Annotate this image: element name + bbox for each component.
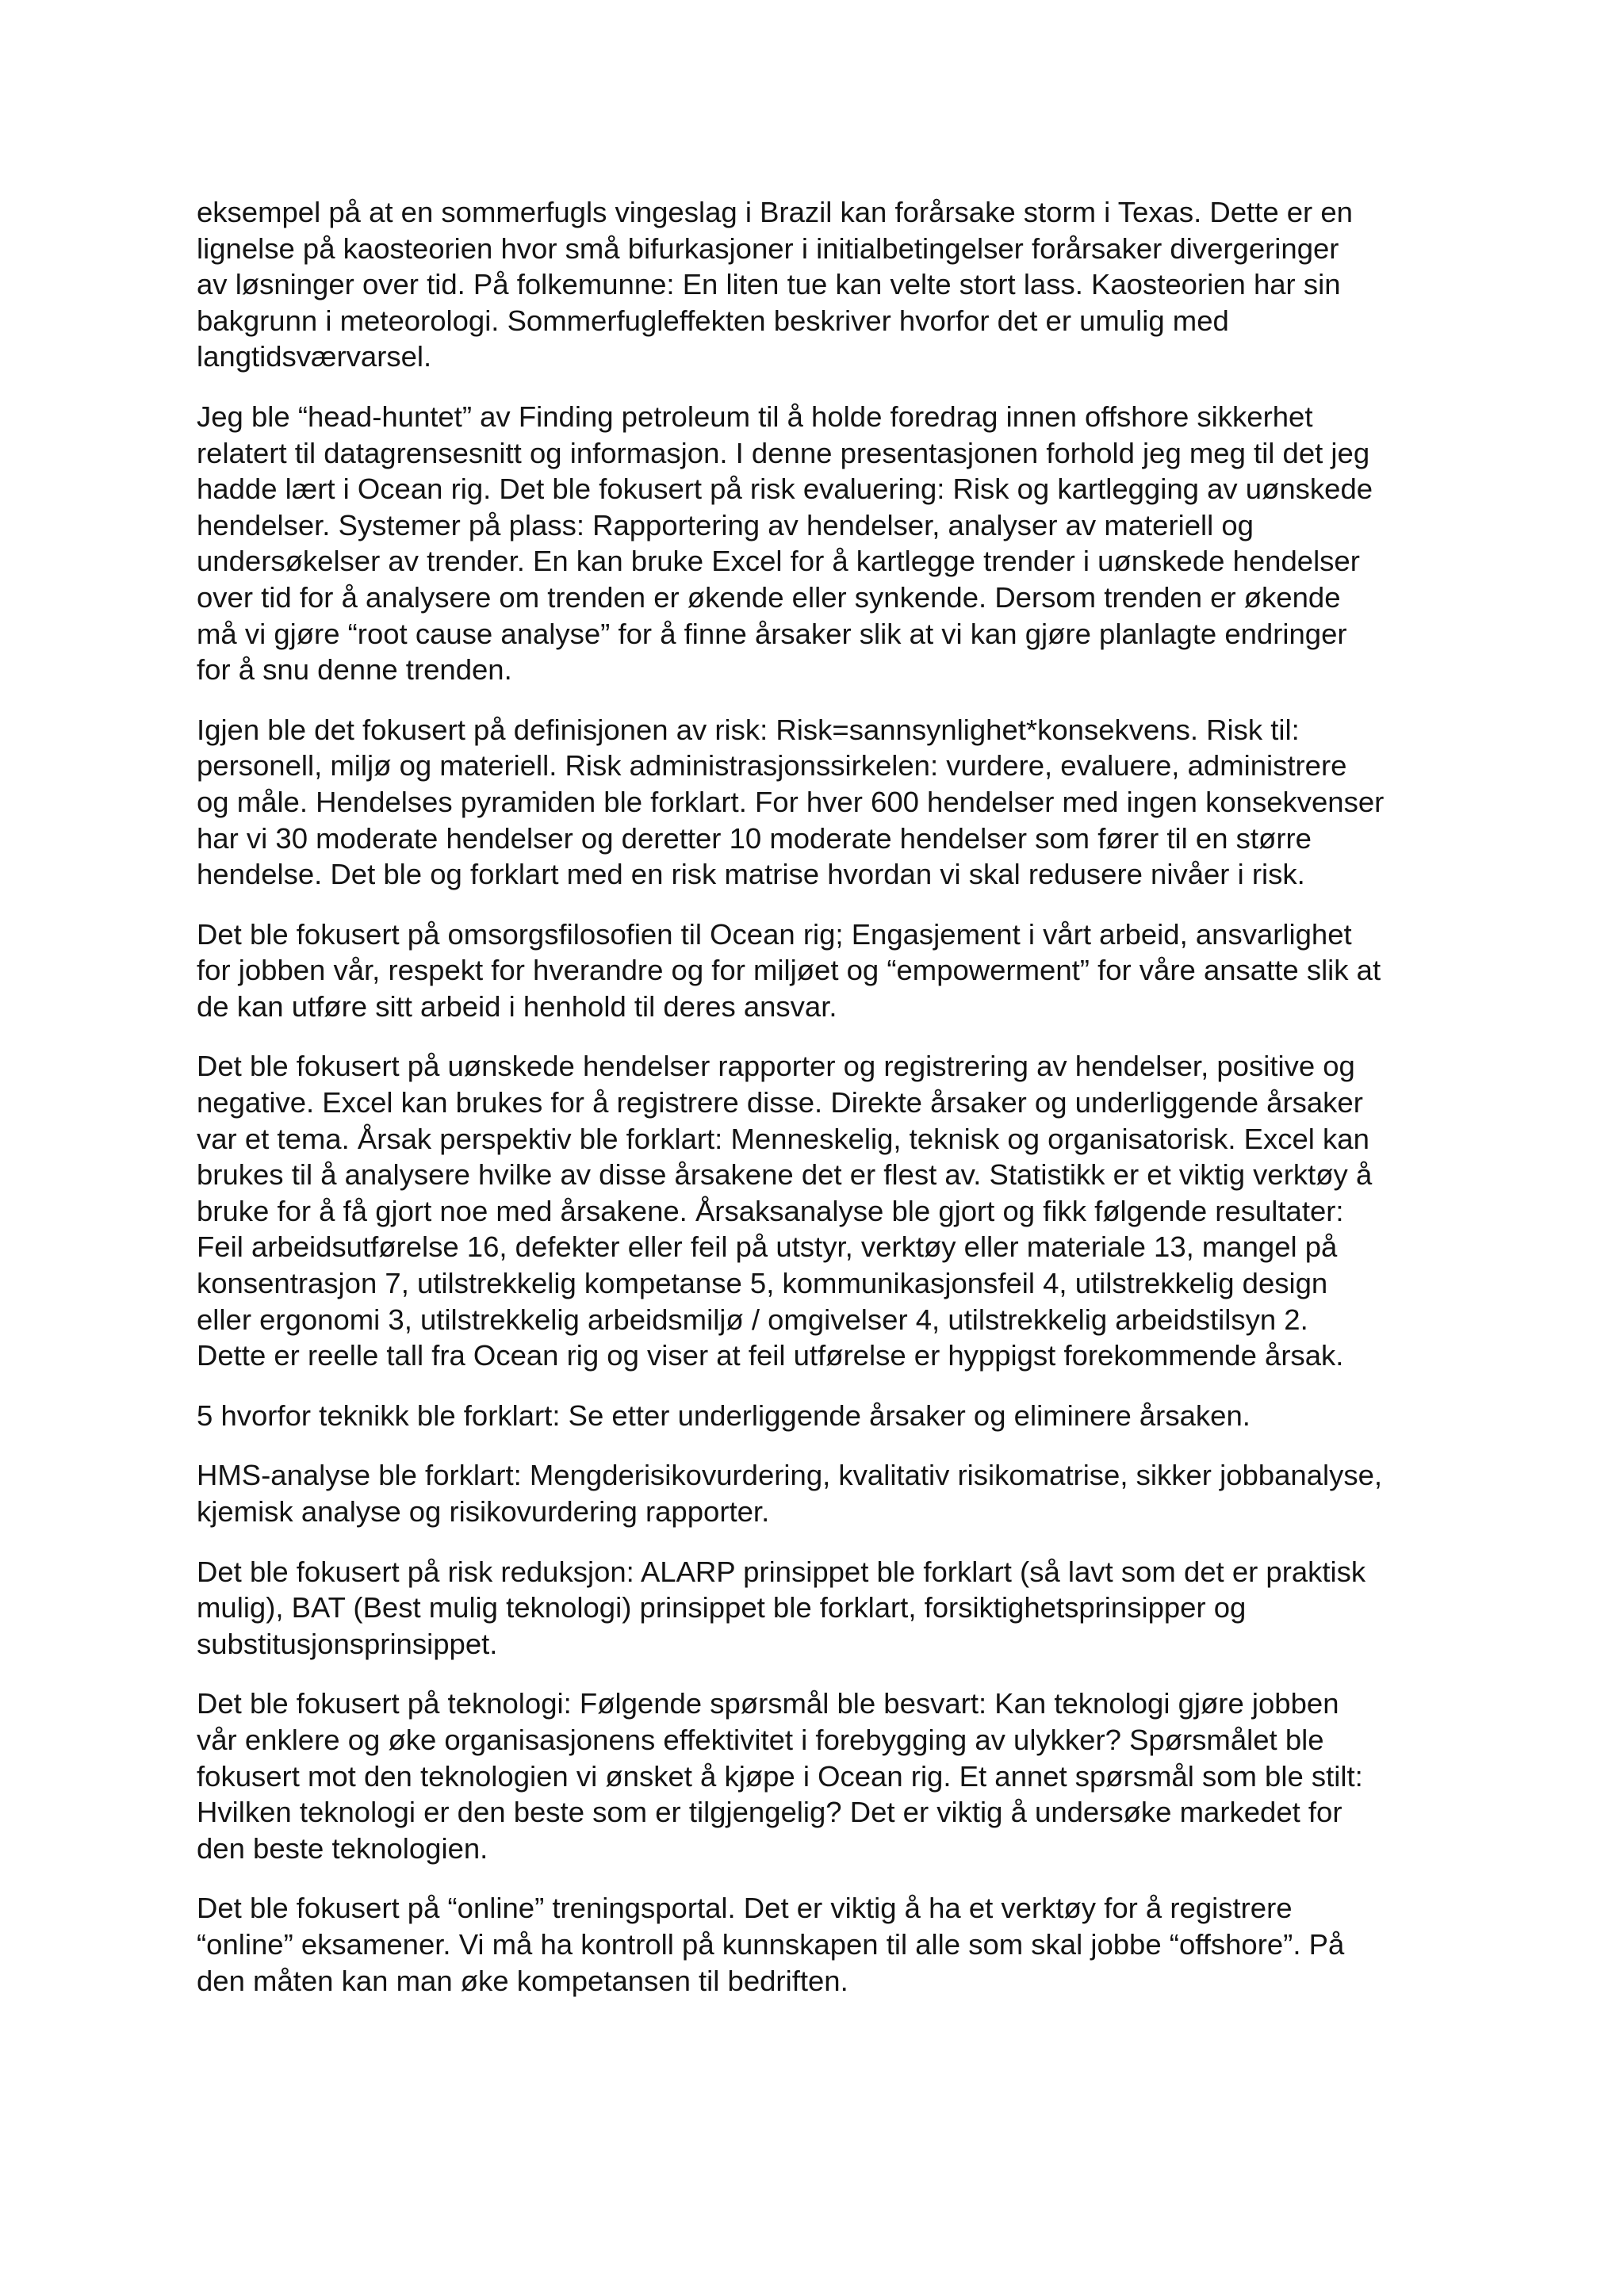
paragraph-five-whys: 5 hvorfor teknikk ble forklart: Se etter underliggende årsaker og eliminere årsaken. <box>197 1399 1251 1432</box>
paragraph-finding-petroleum: Jeg ble “head-huntet” av Finding petroleum til å holde foredrag innen offshore sikkerhet relatert til datagrensesnitt og informasjon. I denne presentasjonen forhold jeg meg til det jeg hadde lært i Ocean rig. Det ble fokusert på risk evaluering: Risk og kartlegging av uønskede hendelser. Systemer på plass: Rapportering av hendelser, analyser av materiell og undersøkelser av trender. En kan bruke Excel for å kartlegge trender i uønskede hendelser over tid for å analysere om trenden er økende eller synkende. Dersom trenden er økende må vi gjøre “root cause analyse” for å finne årsaker slik at vi kan gjøre planlagte endringer for å snu denne trenden. <box>197 400 1373 687</box>
paragraph-care-philosophy: Det ble fokusert på omsorgsfilosofien til Ocean rig; Engasjement i vårt arbeid, ansvarlighet for jobben vår, respekt for hverandre og for miljøet og “empowerment” for våre ansatte slik at de kan utføre sitt arbeid i henhold til deres ansvar. <box>197 917 1381 1023</box>
paragraph-risk-reduction: Det ble fokusert på risk reduksjon: ALARP prinsippet ble forklart (så lavt som det er praktisk mulig), BAT (Best mulig teknologi) prinsippet ble forklart, forsiktighetsprinsipper og substitusjonsprinsippet. <box>197 1555 1366 1660</box>
paragraph-online-training: Det ble fokusert på “online” treningsportal. Det er viktig å ha et verktøy for å registrere “online” eksamener. Vi må ha kontroll på kunnskapen til alle som skal jobbe “offshore”. På den måten kan man øke kompetansen til bedriften. <box>197 1892 1345 1997</box>
paragraph-incident-reporting: Det ble fokusert på uønskede hendelser rapporter og registrering av hendelser, positive og negative. Excel kan brukes for å registrere disse. Direkte årsaker og underliggende årsaker var et tema. Årsak perspektiv ble forklart: Menneskelig, teknisk og organisatorisk. Excel kan brukes til å analysere hvilke av disse årsakene det er flest av. Statistikk er et viktig verktøy å bruke for å få gjort noe med årsakene. Årsaksanalyse ble gjort og fikk følgende resultater: Feil arbeidsutførelse 16, defekter eller feil på utstyr, verktøy eller materiale 13, mangel på konsentrasjon 7, utilstrekkelig kompetanse 5, kommunikasjonsfeil 4, utilstrekkelig design eller ergonomi 3, utilstrekkelig arbeidsmiljø / omgivelser 4, utilstrekkelig arbeidstilsyn 2. Dette er reelle tall fra Ocean rig og viser at feil utførelse er hyppigst forekommende årsak. <box>197 1050 1373 1372</box>
document-body <box>197 194 1450 2022</box>
paragraph-risk-definition: Igjen ble det fokusert på definisjonen av risk: Risk=sannsynlighet*konsekvens. Risk til: personell, miljø og materiell. Risk administrasjonssirkelen: vurdere, evaluere, administrere og måle. Hendelses pyramiden ble forklart. For hver 600 hendelser med ingen konsekvenser har vi 30 moderate hendelser og deretter 10 moderate hendelser som fører til en større hendelse. Det ble og forklart med en risk matrise hvordan vi skal redusere nivåer i risk. <box>197 713 1385 891</box>
paragraph-butterfly-effect: eksempel på at en sommerfugls vingeslag i Brazil kan forårsake storm i Texas. Dette er en lignelse på kaosteorien hvor små bifurkasjoner i initialbetingelser forårsaker divergeringer av løsninger over tid. På folkemunne: En liten tue kan velte stort lass. Kaosteorien har sin bakgrunn i meteorologi. Sommerfugleffekten beskriver hvorfor det er umulig med langtidsværvarsel. <box>197 196 1353 373</box>
paragraph-hms-analysis: HMS-analyse ble forklart: Mengderisikovurdering, kvalitativ risikomatrise, sikker jobbanalyse, kjemisk analyse og risikovurdering rapporter. <box>197 1459 1383 1528</box>
paragraph-technology: Det ble fokusert på teknologi: Følgende spørsmål ble besvart: Kan teknologi gjøre jobben vår enklere og øke organisasjonens effektivitet i forebygging av ulykker? Spørsmålet ble fokusert mot den teknologien vi ønsket å kjøpe i Ocean rig. Et annet spørsmål som ble stilt: Hvilken teknologi er den beste som er tilgjengelig? Det er viktig å undersøke markedet for den beste teknologien. <box>197 1687 1363 1865</box>
